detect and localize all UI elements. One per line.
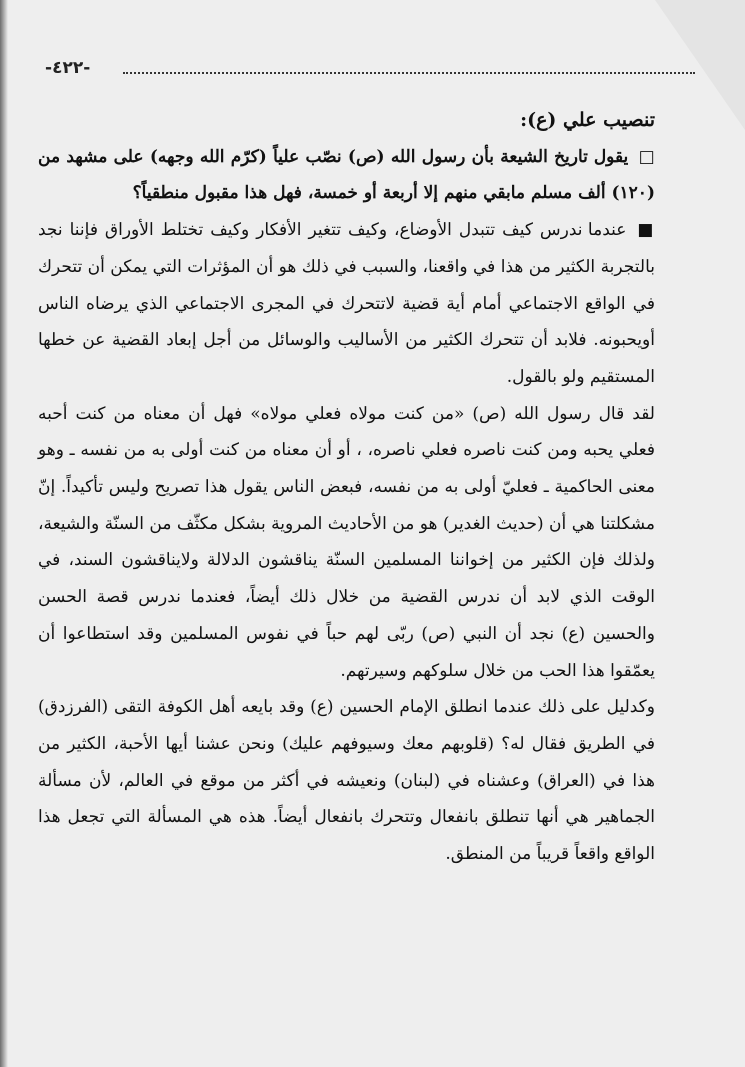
running-header	[45, 58, 695, 84]
question-paragraph	[38, 139, 655, 212]
body-paragraph: لقد قال رسول الله (ص) «من كنت مولاه فعلي مولاه» فهل أن معناه من كنت أحبه فعلي يحبه ومن كنت ناصره فعلي ناصره، ، أو أن معناه من كنت أولى به من نفسه ـ وهو معنى الحاكمية ـ فعليّ أولى به من نفسه، فبعض الناس يقول هذا تصريح وليس تأكيداً. إنّ مشكلتنا هي أن (حديث الغدير) هو من الأحاديث المروية بشكل مكثّف من السنّة والشيعة، ولذلك فإن الكثير من إخواننا المسلمين السنّة يناقشون الدلالة ولايناقشون السند، في الوقت الذي لابد أن ندرس القضية من خلال ذلك أيضاً، فعندما ندرس قصة الحسن والحسين (ع) نجد أن النبي (ص) ربّى لهم حباً في نفوس المسلمين وقد استطاعوا أن يعمّقوا هذا الحب من خلال سلوكهم وسيرتهم.	[38, 403, 655, 681]
answer-paragraph	[38, 212, 655, 396]
answer-square-icon: ■	[637, 220, 656, 241]
dotted-rule	[123, 72, 695, 74]
section-title: تنصيب علي (ع):	[520, 109, 655, 131]
question-text: يقول تاريخ الشيعة بأن رسول الله (ص) نصّب علياً (كرّم الله وجهه) على مشهد من (١٢٠) ألف مسلم مابقي منهم إلا أربعة أو خمسة، فهل هذا مقبول منطقياً؟	[38, 146, 655, 204]
page-body	[38, 102, 655, 873]
question-box-icon: □	[638, 146, 655, 167]
body-paragraph: وكدليل على ذلك عندما انطلق الإمام الحسين (ع) وقد بايعه أهل الكوفة التقى (الفرزدق) في الطريق فقال له؟ (قلوبهم معك وسيوفهم عليك) ونحن عشنا أيها الأحبة، الكثير من هذا في (العراق) وعشناه في (لبنان) ونعيشه في أكثر من موقع في العالم، لأن مسألة الجماهير هي أنها تنطلق بانفعال وتتحرك بانفعال أيضاً. هذه هي المسألة التي تجعل هذا الواقع واقعاً قريباً من المنطق.	[38, 697, 655, 865]
answer-text: عندما ندرس كيف تتبدل الأوضاع، وكيف تتغير الأفكار وكيف تختلط الأوراق فإننا نجد بالتجربة الكثير من هذا في واقعنا، والسبب في ذلك هو أن المؤثرات التي يمكن أن تتحرك في الواقع الاجتماعي أمام أية قضية لاتتحرك في المجرى الاجتماعي الذي يرضاه الناس أويحبونه. فلابد أن تتحرك الكثير من الأساليب والوسائل من أجل إبعاد القضية عن خطها المستقيم ولو بالقول.	[38, 220, 655, 387]
page-number: -٤٢٢-	[45, 58, 91, 78]
